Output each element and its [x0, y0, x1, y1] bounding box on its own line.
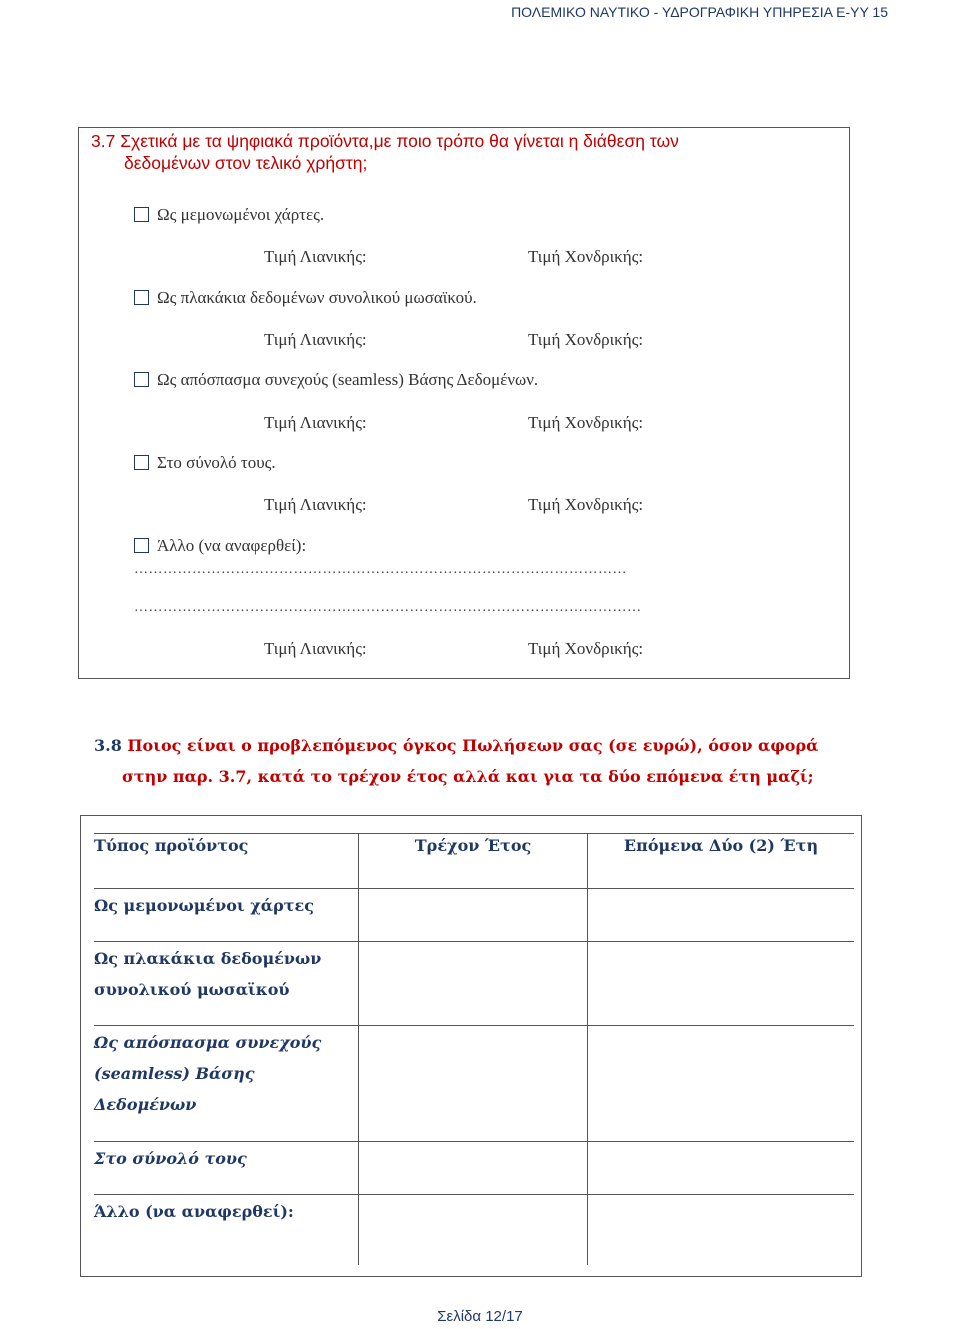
row-label: Ως μεμονωμένοι χάρτες [94, 889, 359, 942]
current-year-cell[interactable] [359, 942, 588, 1026]
option-label: Ως μεμονωμένοι χάρτες. [157, 205, 325, 224]
question-3-8-title [94, 731, 854, 761]
option-label: Ως πλακάκια δεδομένων συνολικού μωσαϊκού. [157, 288, 477, 307]
option-single-maps[interactable] [134, 205, 324, 225]
current-year-cell[interactable] [359, 1142, 588, 1195]
current-year-cell[interactable] [359, 1195, 588, 1265]
checkbox[interactable] [134, 538, 149, 553]
retail-price-label: Τιμή Λιανικής: [264, 413, 367, 432]
checkbox[interactable] [134, 207, 149, 222]
sales-volume-table [94, 833, 854, 1265]
question-text-line2: δεδομένων στον τελικό χρήστη; [124, 153, 368, 173]
row-label: Άλλο (να αναφερθεί): [94, 1202, 294, 1221]
option-all[interactable] [134, 453, 276, 473]
retail-price-label: Τιμή Λιανικής: [264, 247, 367, 266]
question-text-line1: Σχετικά με τα ψηφιακά προϊόντα,με ποιο τρόπο θα γίνεται η διάθεση των [120, 131, 679, 151]
current-year-cell[interactable] [359, 1026, 588, 1142]
next-years-cell[interactable] [588, 942, 855, 1026]
wholesale-price-label: Τιμή Χονδρικής: [528, 495, 644, 514]
question-text-line2: στην παρ. 3.7, κατά το τρέχον έτος αλλά και για τα δύο επόμενα έτη μαζί; [122, 767, 814, 786]
option-label: Ως απόσπασμα συνεχούς (seamless) Βάσης Δεδομένων. [157, 370, 539, 389]
other-fill-line-2[interactable]: …………………………………………………………………………………………… [134, 600, 642, 615]
page-number: Σελίδα 12/17 [437, 1308, 523, 1325]
next-years-cell[interactable] [588, 1195, 855, 1265]
row-label: Στο σύνολό τους [94, 1142, 359, 1195]
row-label: Ως πλακάκια δεδομένων συνολικού μωσαϊκού [94, 942, 359, 1026]
row-label: Ως απόσπασμα συνεχούς (seamless) Βάσης Δεδομένων [94, 1026, 359, 1142]
question-text-line1: Ποιος είναι ο προβλεπόμενος όγκος Πωλήσεων σας (σε ευρώ), όσον αφορά [127, 736, 819, 755]
checkbox[interactable] [134, 455, 149, 470]
table-row [94, 1142, 854, 1195]
table-row [94, 942, 854, 1026]
header-product-type: Τύπος προϊόντος [94, 834, 359, 889]
retail-price-label: Τιμή Λιανικής: [264, 639, 367, 658]
other-fill-line-1[interactable]: ………………………………………………………………………………………… [134, 562, 627, 577]
wholesale-price-label: Τιμή Χονδρικής: [528, 330, 644, 349]
next-years-cell[interactable] [588, 1026, 855, 1142]
header-current-year: Τρέχον Έτος [359, 834, 588, 889]
table-row [94, 1026, 854, 1142]
question-number: 3.7 [91, 131, 116, 151]
option-mosaic-tiles[interactable] [134, 288, 477, 308]
wholesale-price-label: Τιμή Χονδρικής: [528, 413, 644, 432]
option-other[interactable] [134, 536, 306, 556]
header-next-two-years: Επόμενα Δύο (2) Έτη [588, 834, 855, 889]
current-year-cell[interactable] [359, 889, 588, 942]
wholesale-price-label: Τιμή Χονδρικής: [528, 247, 644, 266]
table-row [94, 1195, 854, 1265]
next-years-cell[interactable] [588, 1142, 855, 1195]
option-label: Στο σύνολό τους. [157, 453, 276, 472]
question-3-7-title [91, 130, 831, 152]
page-header: ΠΟΛΕΜΙΚΟ ΝΑΥΤΙΚΟ - ΥΔΡΟΓΡΑΦΙΚΗ ΥΠΗΡΕΣΙΑ Ε-ΥΥ 15 [511, 4, 888, 20]
retail-price-label: Τιμή Λιανικής: [264, 495, 367, 514]
question-number: 3.8 [94, 736, 122, 755]
checkbox[interactable] [134, 290, 149, 305]
option-label: Άλλο (να αναφερθεί): [157, 536, 307, 555]
option-seamless-db[interactable] [134, 370, 538, 390]
retail-price-label: Τιμή Λιανικής: [264, 330, 367, 349]
table-row [94, 889, 854, 942]
wholesale-price-label: Τιμή Χονδρικής: [528, 639, 644, 658]
checkbox[interactable] [134, 372, 149, 387]
next-years-cell[interactable] [588, 889, 855, 942]
